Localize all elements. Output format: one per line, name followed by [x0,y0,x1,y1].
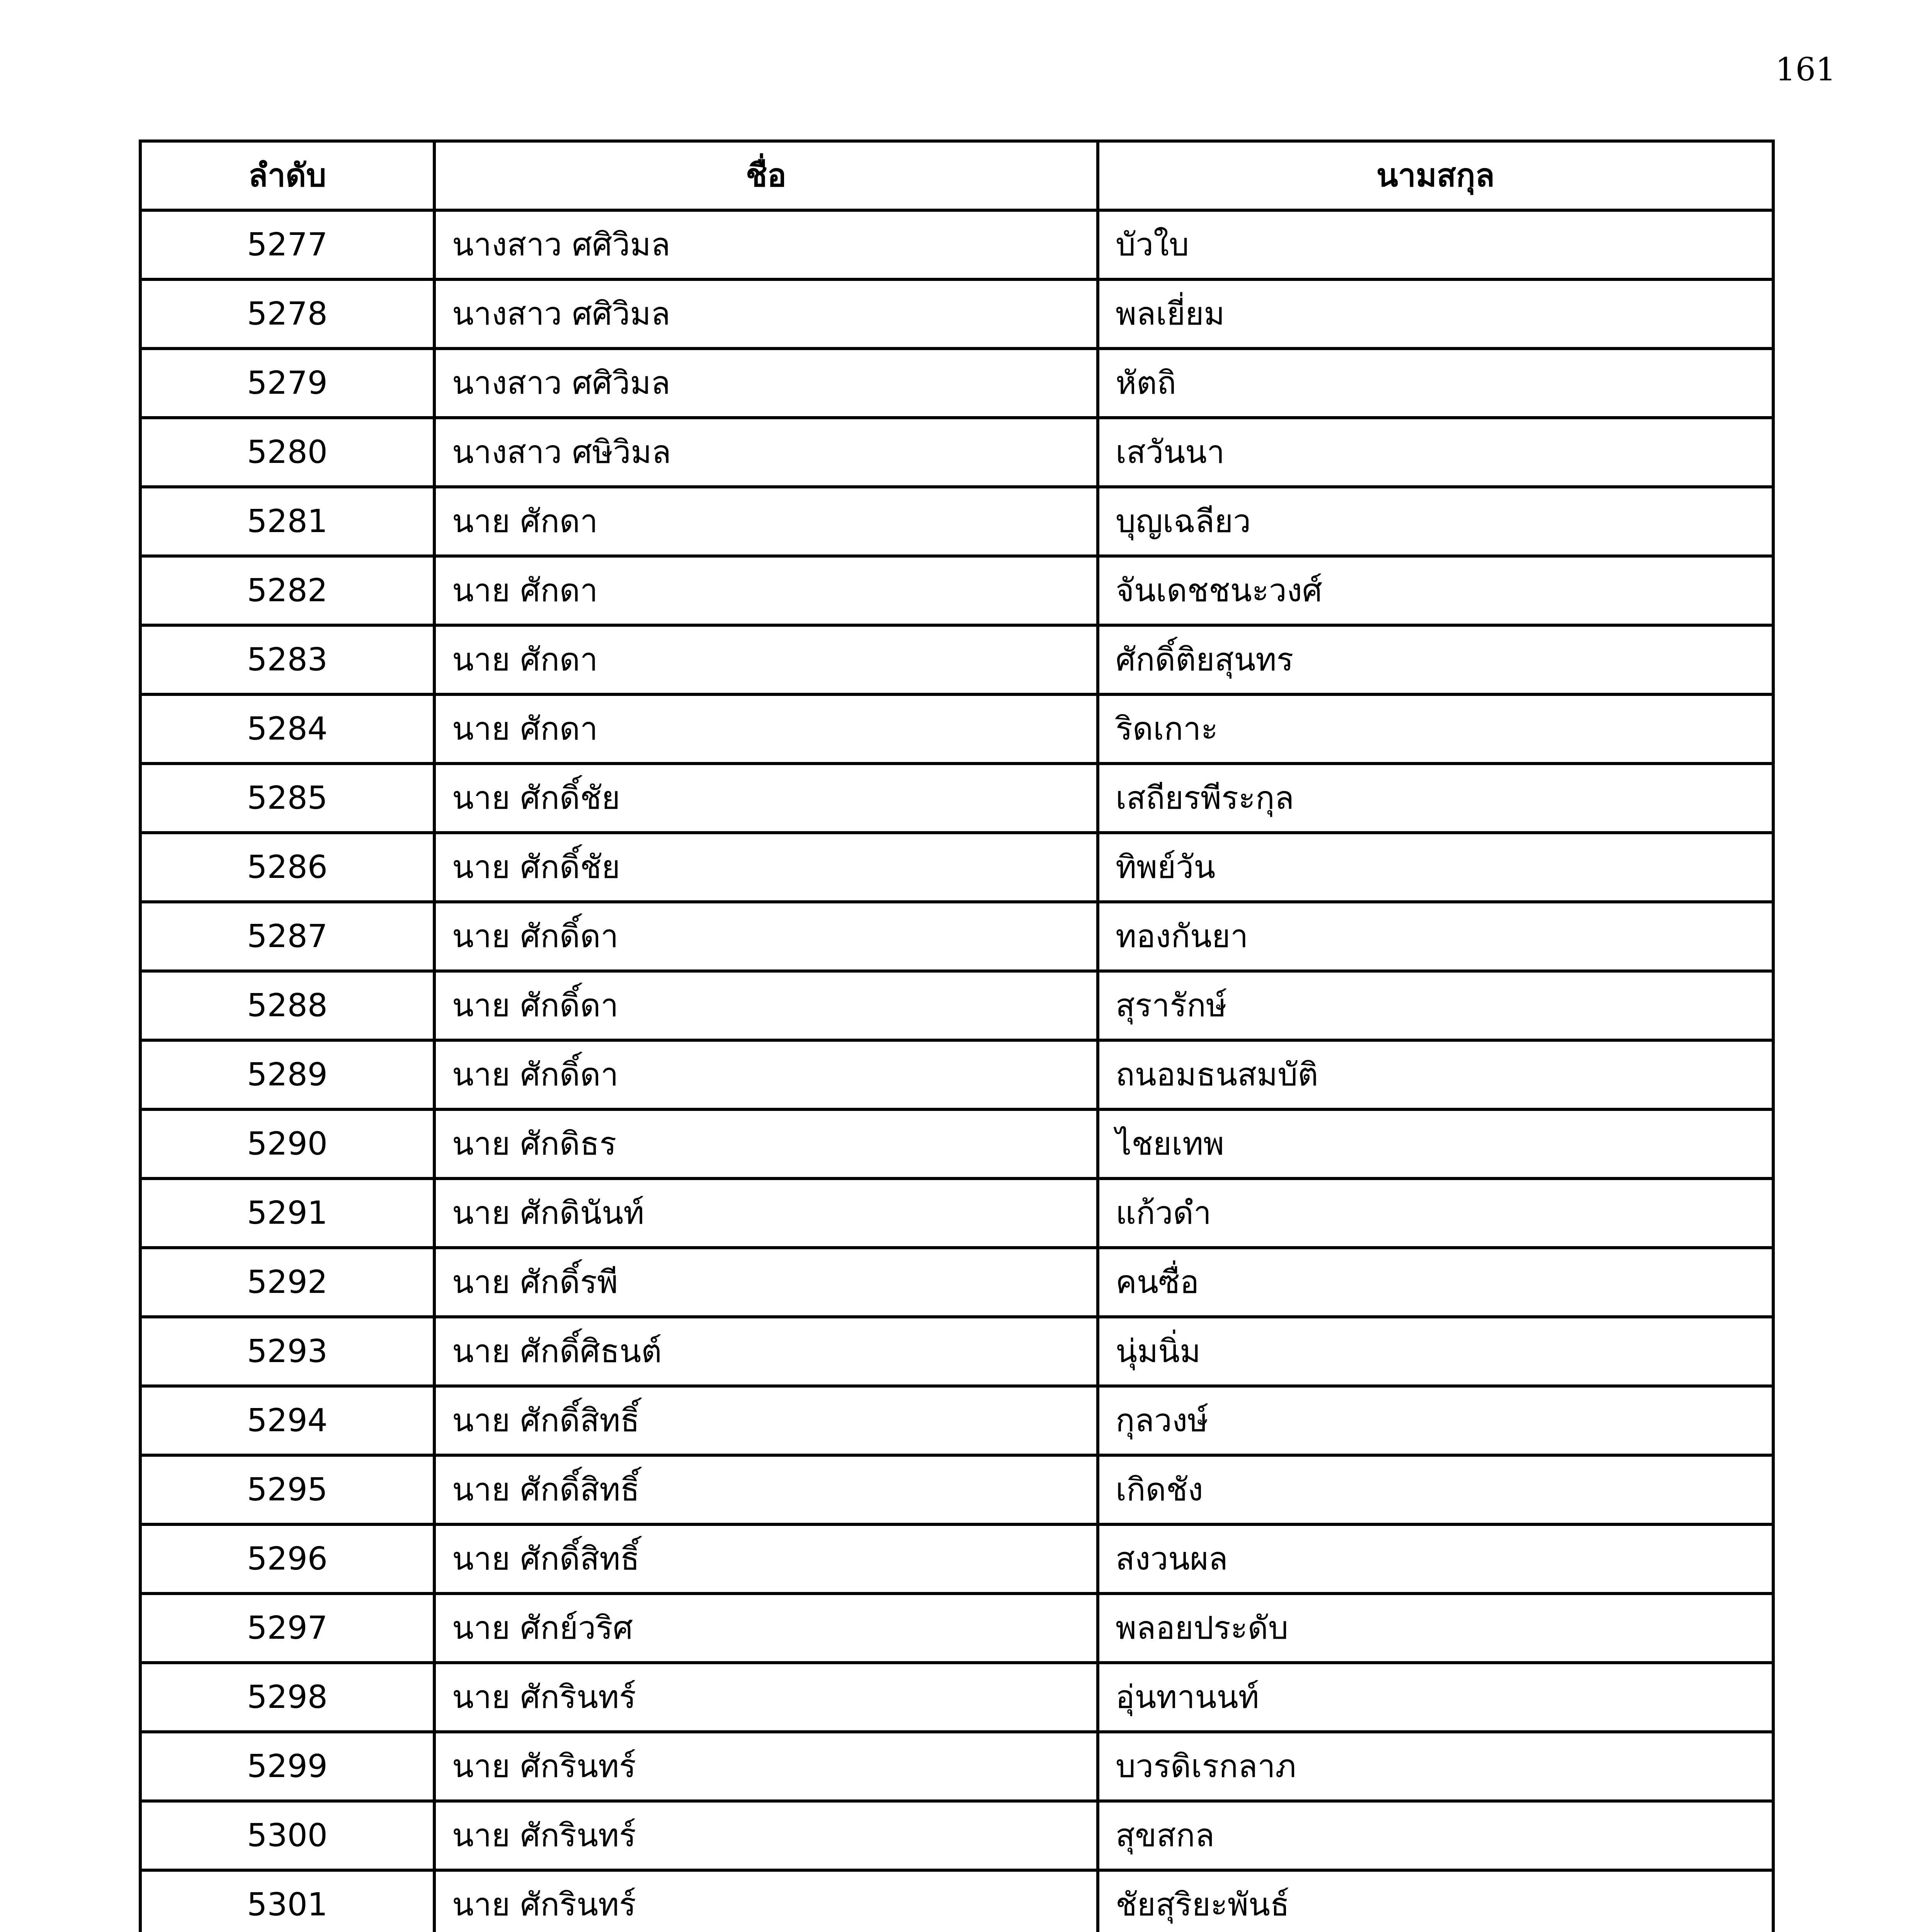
name-cell: นางสาว ศศิวิมล [434,279,1098,349]
order-cell: 5294 [140,1386,434,1455]
name-cell: นาย ศักดิ์ดา [434,902,1098,971]
name-cell: นาย ศักรินทร์ [434,1870,1098,1932]
order-cell: 5283 [140,625,434,694]
table-row [140,1040,1773,1109]
table-body [140,210,1773,1932]
surname-cell: แก้วดำ [1098,1179,1773,1248]
surname-cell: บวรดิเรกลาภ [1098,1732,1773,1801]
surname-cell: คนซื่อ [1098,1248,1773,1317]
order-cell: 5282 [140,556,434,625]
name-cell: นาย ศักดิ์รพี [434,1248,1098,1317]
surname-cell: อุ่นทานนท์ [1098,1663,1773,1732]
table-row [140,764,1773,833]
surname-cell: สุรารักษ์ [1098,971,1773,1040]
table-row [140,1732,1773,1801]
name-cell: นาย ศักดา [434,556,1098,625]
name-cell: นาย ศักรินทร์ [434,1801,1098,1870]
name-cell: นาย ศักดิ์สิทธิ์ [434,1524,1098,1594]
table-row [140,1386,1773,1455]
table-row [140,1524,1773,1594]
order-cell: 5286 [140,833,434,902]
surname-cell: ทองกันยา [1098,902,1773,971]
table-row [140,1317,1773,1386]
table-row [140,1663,1773,1732]
order-cell: 5295 [140,1455,434,1524]
order-cell: 5299 [140,1732,434,1801]
table-row [140,1455,1773,1524]
surname-cell: พลอยประดับ [1098,1594,1773,1663]
order-cell: 5298 [140,1663,434,1732]
surname-cell: เสวันนา [1098,418,1773,487]
table-row [140,1179,1773,1248]
order-cell: 5300 [140,1801,434,1870]
name-list-table [139,139,1775,1932]
surname-cell: ศักดิ์ติยสุนทร [1098,625,1773,694]
page-number: 161 [1775,51,1836,88]
column-header-surname: นามสกุล [1098,141,1773,210]
surname-cell: เกิดชัง [1098,1455,1773,1524]
order-cell: 5287 [140,902,434,971]
name-cell: นาย ศักรินทร์ [434,1663,1098,1732]
surname-cell: ถนอมธนสมบัติ [1098,1040,1773,1109]
surname-cell: นุ่มนิ่ม [1098,1317,1773,1386]
table-row [140,1870,1773,1932]
surname-cell: กุลวงษ์ [1098,1386,1773,1455]
surname-cell: พลเยี่ยม [1098,279,1773,349]
name-cell: นาย ศักดา [434,487,1098,556]
name-cell: นางสาว ศศิวิมล [434,210,1098,279]
name-cell: นาย ศักดิ์ศิธนต์ [434,1317,1098,1386]
order-cell: 5288 [140,971,434,1040]
name-cell: นาย ศักดา [434,694,1098,764]
table-row [140,833,1773,902]
name-cell: นาย ศักรินทร์ [434,1732,1098,1801]
order-cell: 5278 [140,279,434,349]
surname-cell: สงวนผล [1098,1524,1773,1594]
table-row [140,349,1773,418]
name-cell: นางสาว ศษิวิมล [434,418,1098,487]
name-cell: นาย ศักดิ์สิทธิ์ [434,1386,1098,1455]
surname-cell: บุญเฉลียว [1098,487,1773,556]
order-cell: 5297 [140,1594,434,1663]
surname-cell: ริดเกาะ [1098,694,1773,764]
order-cell: 5281 [140,487,434,556]
order-cell: 5285 [140,764,434,833]
name-cell: นาย ศักดิ์สิทธิ์ [434,1455,1098,1524]
order-cell: 5296 [140,1524,434,1594]
order-cell: 5284 [140,694,434,764]
table-row [140,279,1773,349]
table-row [140,902,1773,971]
surname-cell: เสถียรพีระกุล [1098,764,1773,833]
column-header-name: ชื่อ [434,141,1098,210]
order-cell: 5280 [140,418,434,487]
surname-cell: หัตถิ [1098,349,1773,418]
surname-cell: บัวใบ [1098,210,1773,279]
order-cell: 5277 [140,210,434,279]
name-cell: นาย ศักดิ์ดา [434,971,1098,1040]
table-header-row [140,141,1773,210]
name-cell: นาย ศักย์วริศ [434,1594,1098,1663]
table-row [140,1801,1773,1870]
table-row [140,1109,1773,1179]
name-cell: นาย ศักดา [434,625,1098,694]
name-cell: นาย ศักดิ์ชัย [434,764,1098,833]
order-cell: 5290 [140,1109,434,1179]
order-cell: 5293 [140,1317,434,1386]
table-row [140,625,1773,694]
name-cell: นาย ศักดิธร [434,1109,1098,1179]
order-cell: 5289 [140,1040,434,1109]
surname-cell: ชัยสุริยะพันธ์ [1098,1870,1773,1932]
surname-cell: ไชยเทพ [1098,1109,1773,1179]
order-cell: 5291 [140,1179,434,1248]
name-cell: นาย ศักดิ์ดา [434,1040,1098,1109]
table-row [140,971,1773,1040]
table-row [140,487,1773,556]
table-row [140,210,1773,279]
order-cell: 5279 [140,349,434,418]
surname-cell: จันเดชชนะวงศ์ [1098,556,1773,625]
table-row [140,556,1773,625]
order-cell: 5301 [140,1870,434,1932]
name-cell: นางสาว ศศิวิมล [434,349,1098,418]
table-row [140,1248,1773,1317]
table-row [140,1594,1773,1663]
column-header-order: ลำดับ [140,141,434,210]
table-row [140,694,1773,764]
name-cell: นาย ศักดินันท์ [434,1179,1098,1248]
surname-cell: ทิพย์วัน [1098,833,1773,902]
surname-cell: สุขสกล [1098,1801,1773,1870]
order-cell: 5292 [140,1248,434,1317]
name-cell: นาย ศักดิ์ชัย [434,833,1098,902]
table-row [140,418,1773,487]
